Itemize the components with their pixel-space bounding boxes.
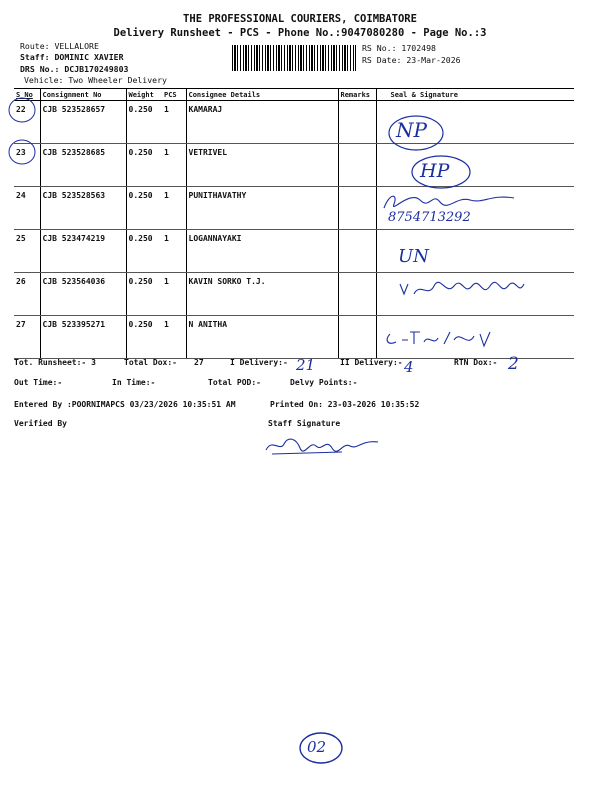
seal-row-2: HP [420,160,450,182]
cell-sno: 23 [14,144,40,187]
cell-sno: 26 [14,273,40,316]
cell-sno: 27 [14,316,40,359]
table-row [14,144,574,187]
consignment-table [14,88,574,359]
cell-remarks [338,230,376,273]
in-time-label: In Time:- [112,378,156,387]
rtn-dox-label: RTN Dox:- [454,358,498,367]
signature-row-5 [398,276,528,302]
cell-consignee: KAMARAJ [186,101,338,144]
cell-pcs: 1 [162,144,186,187]
col-consignee: Consignee Details [186,89,338,101]
ii-delivery-value: 4 [404,358,414,376]
cell-weight: 0.250 [126,187,162,230]
col-seal: Seal & Signature [376,89,574,101]
printed-on: Printed On: 23-03-2026 10:35:52 [270,400,420,409]
table-row [14,230,574,273]
col-sno: S_No [14,89,40,101]
seal-circle-1 [388,114,448,152]
i-delivery-value: 21 [296,356,316,374]
cell-remarks [338,144,376,187]
total-dox-label: Total Dox:- [124,358,177,367]
col-pcs: PCS [162,89,186,101]
col-weight: Weight [126,89,162,101]
cell-remarks [338,101,376,144]
total-dox-value: 27 [194,358,204,367]
i-delivery-label: I Delivery:- [230,358,288,367]
table-row [14,101,574,144]
staff-signature-label: Staff Signature [268,419,341,428]
cell-consignment: CJB 523474219 [40,230,126,273]
vehicle-label: Vehicle: Two Wheeler Delivery [24,75,167,85]
total-pod-label: Total POD:- [208,378,261,387]
signature-row-6 [384,326,494,350]
cell-consignment: CJB 523528657 [40,101,126,144]
total-runsheet: Tot. Runsheet:- 3 [14,358,96,367]
company-title: THE PROFESSIONAL COURIERS, COIMBATORE [183,13,417,25]
cell-weight: 0.250 [126,273,162,316]
cell-remarks [338,187,376,230]
seal-circle-2 [410,154,474,190]
rtn-dox-value: 2 [508,354,519,374]
cell-consignment: CJB 523528685 [40,144,126,187]
cell-weight: 0.250 [126,230,162,273]
cell-sno: 25 [14,230,40,273]
staff-signature [262,432,382,460]
rs-number: RS No.: 1702498 [362,43,436,53]
cell-weight: 0.250 [126,316,162,359]
cell-sno: 22 [14,101,40,144]
cell-consignee: VETRIVEL [186,144,338,187]
cell-consignee: LOGANNAYAKI [186,230,338,273]
ii-delivery-label: II Delivery:- [340,358,403,367]
entered-by: Entered By :POORNIMAPCS 03/23/2026 10:35:51 AM [14,400,236,409]
col-remarks: Remarks [338,89,376,101]
cell-consignment: CJB 523528563 [40,187,126,230]
cell-pcs: 1 [162,273,186,316]
staff-label: Staff: DOMINIC XAVIER [20,52,124,62]
drs-label: DRS No.: DCJB170249803 [20,64,129,74]
rs-date: RS Date: 23-Mar-2026 [362,55,461,65]
page-mark: 02 [307,738,327,756]
cell-weight: 0.250 [126,144,162,187]
route-label: Route: VELLALORE [20,41,99,51]
sno-circle-marks [6,96,42,170]
cell-pcs: 1 [162,187,186,230]
cell-weight: 0.250 [126,101,162,144]
cell-consignee: PUNITHAVATHY [186,187,338,230]
cell-remarks [338,316,376,359]
cell-consignee: N ANITHA [186,316,338,359]
col-consignment: Consignment No [40,89,126,101]
seal-row-1: NP [396,118,427,142]
cell-remarks [338,273,376,316]
cell-pcs: 1 [162,101,186,144]
seal-row-3-phone: 8754713292 [388,210,471,225]
cell-consignment: CJB 523395271 [40,316,126,359]
cell-pcs: 1 [162,316,186,359]
runsheet-subtitle: Delivery Runsheet - PCS - Phone No.:9047080280 - Page No.:3 [113,27,487,39]
cell-consignment: CJB 523564036 [40,273,126,316]
out-time-label: Out Time:- [14,378,63,387]
barcode [232,45,356,71]
verified-by: Verified By [14,419,67,428]
seal-row-4: UN [398,246,429,267]
cell-consignee: KAVIN SORKO T.J. [186,273,338,316]
cell-sno: 24 [14,187,40,230]
table-header-row [14,89,574,101]
cell-pcs: 1 [162,230,186,273]
delvy-points-label: Delvy Points:- [290,378,358,387]
